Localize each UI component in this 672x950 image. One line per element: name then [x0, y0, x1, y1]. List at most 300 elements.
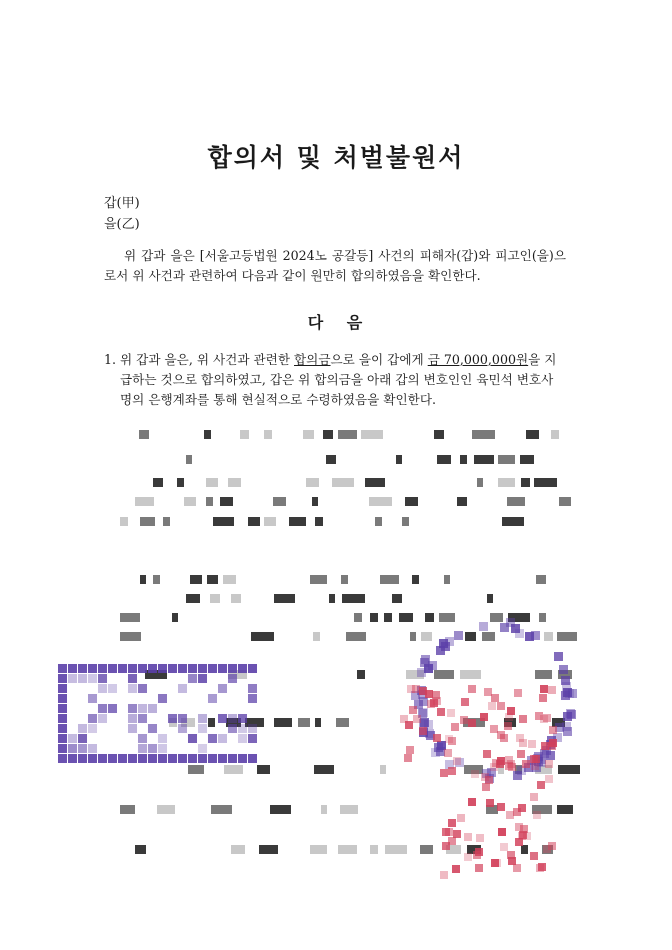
redaction-block — [357, 670, 365, 679]
redaction-block — [188, 765, 204, 774]
red-seal-pixel — [468, 685, 476, 693]
redaction-block — [153, 478, 163, 487]
redaction-block — [559, 497, 571, 506]
stamp-pixel — [178, 664, 187, 673]
purple-stamp-redacted — [58, 664, 258, 764]
redaction-block — [177, 478, 184, 487]
redaction-block — [251, 632, 274, 641]
red-seal-pixel — [513, 864, 521, 872]
redaction-block — [190, 575, 202, 584]
red-seal-pixel — [475, 864, 483, 872]
redaction-block — [172, 613, 178, 622]
red-seal-pixel — [481, 773, 489, 781]
red-seal-pixel — [452, 865, 460, 873]
seal-ring-pixel — [563, 727, 572, 736]
redaction-block — [224, 765, 243, 774]
red-seal-pixel — [468, 798, 476, 806]
stamp-pixel — [198, 674, 207, 683]
stamp-pixel — [158, 754, 167, 763]
redaction-block — [313, 632, 320, 641]
redaction-block — [274, 594, 295, 603]
redaction-block — [526, 430, 539, 439]
redaction-block — [206, 478, 218, 487]
redaction-block — [240, 430, 249, 439]
stamp-pixel — [138, 754, 147, 763]
red-seal-pixel — [488, 702, 496, 710]
red-seal-pixel — [540, 685, 548, 693]
red-seal-pixel — [507, 707, 515, 715]
red-seal-pixel — [440, 769, 448, 777]
redaction-block — [274, 718, 292, 727]
stamp-pixel — [78, 674, 87, 683]
redaction-block — [507, 497, 525, 506]
redaction-block — [315, 517, 323, 526]
redaction-block — [135, 497, 154, 506]
red-seal-pixel — [433, 734, 441, 742]
stamp-pixel — [188, 664, 197, 673]
seal-ring-pixel — [479, 622, 488, 631]
red-seal-pixel — [539, 694, 547, 702]
stamp-pixel — [238, 734, 247, 743]
stamp-pixel — [88, 724, 97, 733]
stamp-pixel — [248, 684, 257, 693]
redaction-block — [444, 575, 450, 584]
red-seal-pixel — [530, 793, 538, 801]
redaction-block — [474, 455, 494, 464]
stamp-pixel — [208, 664, 217, 673]
red-seal-pixel — [484, 688, 492, 696]
section-heading: 다 음 — [307, 313, 365, 332]
redaction-block — [380, 575, 399, 584]
item-text-part3: 을 지급하는 것으로 합의하였고, 갑은 위 합의금을 아래 갑의 변호인인 육민석 변호사 명의 은행계좌를 통해 현실적으로 수령하였음을 확인한다. — [120, 352, 557, 407]
redaction-block — [460, 455, 467, 464]
stamp-pixel — [98, 664, 107, 673]
seal-ring-pixel — [420, 658, 429, 667]
redaction-block — [346, 632, 366, 641]
red-seal-pixel — [471, 770, 479, 778]
stamp-pixel — [138, 704, 147, 713]
stamp-pixel — [168, 714, 177, 723]
red-seal-pixel — [491, 694, 499, 702]
settlement-amount: 금 70,000,000원 — [427, 352, 529, 367]
stamp-pixel — [208, 694, 217, 703]
redaction-block — [365, 478, 385, 487]
red-seal-pixel — [468, 719, 476, 727]
redaction-block — [264, 430, 272, 439]
redaction-block — [139, 430, 149, 439]
stamp-pixel — [138, 684, 147, 693]
red-seal-pixel — [532, 755, 540, 763]
red-seal-pixel — [442, 828, 450, 836]
stamp-pixel — [138, 744, 147, 753]
redaction-block — [273, 497, 286, 506]
stamp-pixel — [238, 754, 247, 763]
redaction-block — [405, 497, 418, 506]
redaction-block — [396, 455, 402, 464]
stamp-pixel — [228, 724, 237, 733]
stamp-pixel — [218, 734, 227, 743]
red-seal-pixel — [448, 819, 456, 827]
red-seal-pixel — [482, 783, 490, 791]
stamp-pixel — [98, 704, 107, 713]
redaction-block — [498, 455, 515, 464]
red-seal-pixel — [444, 749, 452, 757]
stamp-pixel — [218, 664, 227, 673]
red-seal-pixel — [497, 702, 505, 710]
redaction-block — [120, 517, 128, 526]
red-seal-pixel — [500, 843, 508, 851]
redaction-block — [186, 455, 192, 464]
stamp-pixel — [248, 754, 257, 763]
stamp-pixel — [58, 724, 67, 733]
redaction-block — [310, 575, 327, 584]
stamp-pixel — [108, 754, 117, 763]
stamp-pixel — [248, 734, 257, 743]
red-seal-pixel — [514, 689, 522, 697]
red-seal-pixel — [517, 750, 525, 758]
stamp-pixel — [98, 684, 107, 693]
stamp-pixel — [128, 724, 137, 733]
seal-ring-pixel — [546, 751, 555, 760]
seal-ring-pixel — [562, 682, 571, 691]
redaction-block — [135, 845, 146, 854]
redaction-block — [120, 805, 135, 814]
redaction-block — [157, 805, 175, 814]
stamp-pixel — [228, 754, 237, 763]
redaction-block — [323, 430, 333, 439]
redaction-block — [332, 478, 354, 487]
stamp-pixel — [98, 674, 107, 683]
red-seal-pixel — [419, 727, 427, 735]
red-seal-pixel — [453, 757, 461, 765]
redaction-block — [289, 517, 306, 526]
stamp-pixel — [198, 744, 207, 753]
stamp-pixel — [218, 714, 227, 723]
red-seal-pixel — [519, 739, 527, 747]
party-b-label: 을(乙) — [104, 217, 140, 232]
stamp-pixel — [198, 754, 207, 763]
stamp-pixel — [228, 714, 237, 723]
red-seal-pixel — [413, 715, 421, 723]
seal-redacted — [380, 615, 580, 885]
red-seal-pixel — [464, 853, 472, 861]
redaction-block — [231, 845, 245, 854]
redaction-block — [120, 613, 140, 622]
redaction-block — [220, 497, 233, 506]
stamp-pixel — [88, 754, 97, 763]
redaction-block — [534, 478, 557, 487]
stamp-pixel — [168, 754, 177, 763]
redaction-block — [270, 805, 291, 814]
redaction-block — [153, 575, 160, 584]
redaction-block — [204, 430, 211, 439]
redaction-block — [370, 845, 378, 854]
redaction-block — [536, 575, 546, 584]
stamp-pixel — [218, 684, 227, 693]
stamp-pixel — [58, 744, 67, 753]
redaction-block — [336, 718, 349, 727]
stamp-pixel — [88, 694, 97, 703]
redaction-block — [264, 517, 276, 526]
stamp-pixel — [78, 664, 87, 673]
stamp-pixel — [58, 734, 67, 743]
redaction-block — [120, 632, 141, 641]
stamp-pixel — [78, 744, 87, 753]
redaction-block — [487, 594, 493, 603]
red-seal-pixel — [531, 762, 539, 770]
stamp-pixel — [178, 724, 187, 733]
redaction-block — [310, 845, 327, 854]
red-seal-pixel — [425, 690, 433, 698]
red-seal-pixel — [490, 763, 498, 771]
redaction-block — [551, 430, 559, 439]
redaction-block — [213, 517, 234, 526]
red-seal-pixel — [407, 685, 415, 693]
stamp-pixel — [148, 704, 157, 713]
redaction-block — [186, 594, 200, 603]
party-a-label: 갑(甲) — [104, 196, 140, 211]
stamp-pixel — [58, 684, 67, 693]
seal-ring-pixel — [525, 632, 534, 641]
seal-ring-pixel — [441, 642, 450, 651]
redaction-block — [223, 575, 236, 584]
stamp-pixel — [128, 674, 137, 683]
red-seal-pixel — [491, 859, 499, 867]
red-seal-pixel — [409, 706, 417, 714]
stamp-pixel — [128, 754, 137, 763]
red-seal-pixel — [545, 775, 553, 783]
redaction-block — [437, 455, 451, 464]
red-seal-pixel — [405, 721, 413, 729]
stamp-pixel — [118, 754, 127, 763]
stamp-pixel — [208, 734, 217, 743]
stamp-pixel — [98, 714, 107, 723]
redaction-block — [434, 430, 444, 439]
redaction-block — [354, 613, 362, 622]
red-seal-pixel — [535, 712, 543, 720]
redaction-block — [521, 478, 530, 487]
redaction-block — [498, 478, 515, 487]
red-seal-pixel — [480, 713, 488, 721]
redaction-block — [341, 575, 348, 584]
stamp-pixel — [188, 674, 197, 683]
red-seal-pixel — [476, 834, 484, 842]
stamp-pixel — [58, 714, 67, 723]
stamp-pixel — [138, 734, 147, 743]
stamp-pixel — [148, 664, 157, 673]
stamp-pixel — [228, 674, 237, 683]
red-seal-pixel — [440, 871, 448, 879]
red-seal-pixel — [506, 811, 514, 819]
red-seal-pixel — [464, 833, 472, 841]
stamp-pixel — [128, 704, 137, 713]
red-seal-pixel — [457, 814, 465, 822]
red-seal-pixel — [537, 781, 545, 789]
redaction-block — [228, 478, 241, 487]
redaction-block — [340, 805, 358, 814]
stamp-pixel — [138, 714, 147, 723]
red-seal-pixel — [447, 709, 455, 717]
red-seal-pixel — [522, 760, 530, 768]
document-title: 합의서 및 처벌불원서 — [207, 143, 465, 172]
red-seal-pixel — [507, 851, 515, 859]
red-seal-pixel — [437, 708, 445, 716]
stamp-pixel — [78, 724, 87, 733]
redaction-block — [402, 517, 409, 526]
stamp-pixel — [58, 664, 67, 673]
stamp-pixel — [68, 674, 77, 683]
stamp-pixel — [158, 694, 167, 703]
red-seal-pixel — [515, 838, 523, 846]
stamp-pixel — [108, 684, 117, 693]
stamp-pixel — [148, 754, 157, 763]
stamp-pixel — [198, 664, 207, 673]
redaction-block — [326, 455, 336, 464]
redaction-block — [338, 845, 357, 854]
stamp-pixel — [158, 664, 167, 673]
redaction-block — [140, 517, 155, 526]
red-seal-pixel — [504, 722, 512, 730]
red-seal-pixel — [497, 803, 505, 811]
stamp-pixel — [248, 694, 257, 703]
redaction-block — [321, 805, 327, 814]
stamp-pixel — [118, 664, 127, 673]
red-seal-pixel — [497, 731, 505, 739]
red-seal-pixel — [533, 811, 541, 819]
red-seal-pixel — [451, 723, 459, 731]
item-text-part1: 위 갑과 을은, 위 사건과 관련한 — [120, 352, 295, 367]
redaction-block — [306, 478, 319, 487]
seal-ring-pixel — [454, 631, 463, 640]
red-seal-pixel — [490, 725, 498, 733]
stamp-pixel — [88, 744, 97, 753]
seal-ring-pixel — [511, 624, 520, 633]
stamp-pixel — [168, 664, 177, 673]
redaction-block — [361, 430, 383, 439]
red-seal-pixel — [406, 746, 414, 754]
stamp-pixel — [68, 754, 77, 763]
stamp-pixel — [98, 754, 107, 763]
red-seal-pixel — [545, 760, 553, 768]
red-seal-pixel — [543, 714, 551, 722]
settlement-term: 합의금 — [294, 352, 331, 367]
redaction-block — [412, 575, 419, 584]
redaction-block — [315, 718, 321, 727]
red-seal-pixel — [549, 739, 557, 747]
redaction-block — [457, 497, 467, 506]
red-seal-pixel — [448, 837, 456, 845]
red-seal-pixel — [427, 700, 435, 708]
stamp-pixel — [198, 714, 207, 723]
stamp-pixel — [78, 734, 87, 743]
redaction-block — [207, 575, 218, 584]
stamp-pixel — [158, 734, 167, 743]
seal-ring-pixel — [554, 652, 563, 661]
redaction-block — [259, 845, 278, 854]
red-seal-pixel — [498, 828, 506, 836]
red-seal-pixel — [483, 750, 491, 758]
stamp-pixel — [208, 754, 217, 763]
redaction-block — [298, 718, 310, 727]
red-seal-pixel — [528, 740, 536, 748]
redaction-block — [338, 430, 357, 439]
stamp-pixel — [58, 674, 67, 683]
stamp-pixel — [128, 684, 137, 693]
redaction-block — [342, 594, 365, 603]
stamp-pixel — [238, 724, 247, 733]
red-seal-pixel — [548, 686, 556, 694]
stamp-pixel — [148, 744, 157, 753]
stamp-pixel — [78, 754, 87, 763]
redaction-block — [140, 575, 146, 584]
seal-ring-pixel — [559, 665, 568, 674]
stamp-pixel — [58, 704, 67, 713]
stamp-pixel — [128, 664, 137, 673]
redaction-block — [210, 594, 220, 603]
redaction-block — [502, 517, 524, 526]
stamp-pixel — [88, 674, 97, 683]
stamp-pixel — [128, 714, 137, 723]
item-text-part2: 으로 을이 갑에게 — [330, 352, 428, 367]
redaction-block — [477, 478, 483, 487]
stamp-pixel — [68, 734, 77, 743]
stamp-pixel — [68, 744, 77, 753]
red-seal-pixel — [505, 762, 513, 770]
stamp-pixel — [248, 664, 257, 673]
red-seal-pixel — [486, 799, 494, 807]
stamp-pixel — [88, 714, 97, 723]
intro-paragraph: 위 갑과 을은 [서울고등법원 2024노 공갈등] 사건의 피해자(갑)와 피고인(을)으로서 위 사건과 관련하여 다음과 같이 원만히 합의하였음을 확인한다. — [104, 248, 566, 283]
redaction-block — [206, 497, 213, 506]
seal-ring-pixel — [566, 709, 575, 718]
red-seal-pixel — [460, 716, 468, 724]
stamp-pixel — [178, 684, 187, 693]
stamp-pixel — [178, 714, 187, 723]
item-number: 1. — [104, 352, 117, 367]
redaction-block — [375, 517, 382, 526]
redaction-block — [314, 765, 334, 774]
redaction-block — [520, 455, 534, 464]
red-seal-pixel — [520, 825, 528, 833]
stamp-pixel — [68, 664, 77, 673]
red-seal-pixel — [461, 698, 469, 706]
stamp-pixel — [58, 754, 67, 763]
stamp-pixel — [108, 664, 117, 673]
stamp-pixel — [58, 694, 67, 703]
stamp-pixel — [228, 664, 237, 673]
red-seal-pixel — [475, 848, 483, 856]
stamp-pixel — [138, 664, 147, 673]
stamp-pixel — [108, 704, 117, 713]
red-seal-pixel — [448, 767, 456, 775]
redaction-block — [329, 594, 335, 603]
redaction-block — [257, 765, 270, 774]
red-seal-pixel — [530, 852, 538, 860]
redaction-block — [303, 430, 314, 439]
red-seal-pixel — [432, 691, 440, 699]
red-seal-pixel — [543, 845, 551, 853]
redaction-block — [369, 497, 392, 506]
stamp-pixel — [238, 714, 247, 723]
redaction-block — [163, 517, 170, 526]
stamp-pixel — [238, 664, 247, 673]
red-seal-pixel — [519, 715, 527, 723]
red-seal-pixel — [518, 804, 526, 812]
stamp-pixel — [188, 754, 197, 763]
red-seal-pixel — [549, 726, 557, 734]
stamp-pixel — [88, 664, 97, 673]
red-seal-pixel — [404, 754, 412, 762]
